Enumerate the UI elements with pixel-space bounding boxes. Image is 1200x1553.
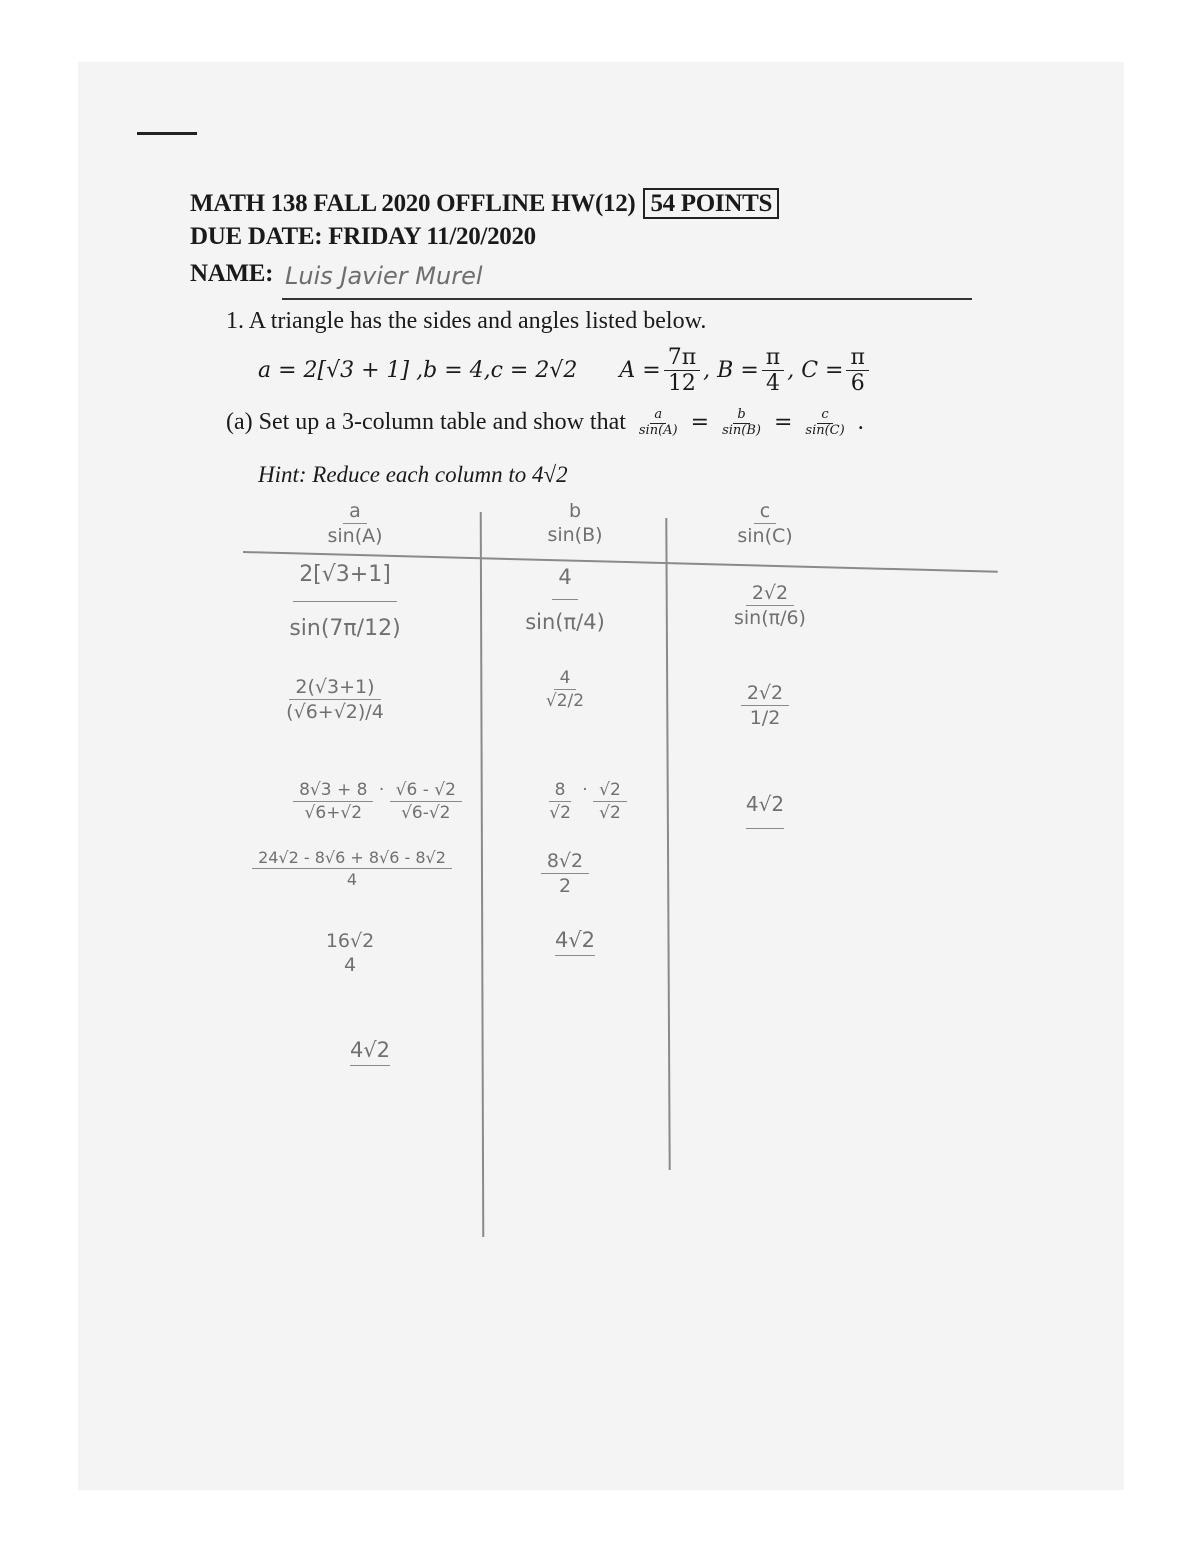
- col-c-step-1: $\frac{2√2}{\sin(\pi/6)}$: [734, 582, 806, 629]
- col-a-step-4: $\frac{24√2 - 8√6 + 8√6 - 8√2}{4}$: [232, 848, 472, 889]
- question-number: 1.: [226, 308, 244, 334]
- due-date: DUE DATE: FRIDAY 11/20/2020: [190, 223, 536, 250]
- col-a-result: 4√2: [330, 1038, 410, 1062]
- points-box: 54 POINTS: [643, 188, 779, 219]
- col-b-step-3: $\frac{8}{√2}$ · $\frac{√2}{√2}$: [525, 780, 645, 823]
- angle-b-label: , B =: [703, 357, 759, 383]
- col-a-step-1: $\frac{2[√3+1]}{\sin(7\pi/12)}$: [289, 562, 401, 641]
- col-c-step-2: $\frac{2√2}{1/2}$: [725, 682, 805, 729]
- name-label: NAME:: [190, 260, 274, 287]
- part-a-text: (a) Set up a 3-column table and show that: [226, 408, 626, 435]
- col-a-step-2: $\frac{2(√3+1)}{(√6+√2)/4}$: [286, 676, 384, 723]
- corner-dash: [137, 132, 197, 135]
- name-underline: [282, 298, 972, 300]
- angle-b-fraction: $\frac{\pi}{4}$: [762, 345, 784, 397]
- col-c-header: $\frac{c}{\sin(C)}$: [737, 500, 793, 547]
- col-b-step-2: $\frac{4}{√2/2}$: [545, 668, 585, 711]
- col-b-result: 4√2: [535, 928, 615, 952]
- name-value: Luis Javier Murel: [285, 262, 483, 290]
- sides-text: a = 2[√3 + 1] ,b = 4,c = 2√2: [258, 357, 578, 383]
- col-a-header: $\frac{a}{\sin(A)}$: [327, 500, 383, 547]
- angle-c-fraction: $\frac{\pi}{6}$: [846, 345, 868, 397]
- col-b-step-4: $\frac{8√2}{2}$: [530, 850, 600, 897]
- col-b-header: b sin(B): [547, 500, 603, 546]
- question-line: [226, 308, 706, 335]
- col-b-step-1: $\frac{4}{\sin(\pi/4)}$: [525, 565, 605, 634]
- col-c-result: 4√2: [725, 792, 805, 816]
- ratio-b: $\frac{b}{\sin(B)}$: [722, 407, 761, 438]
- ratio-a: $\frac{a}{\sin(A)}$: [638, 407, 678, 438]
- hint-text: Hint: Reduce each column to 4√2: [258, 462, 568, 487]
- givens-row: [258, 345, 872, 397]
- part-a-row: (a) Set up a 3-column table and show that $\frac{a}{\sin(A)}$ = $\frac{b}{\sin(B)}$ = $\frac{c}{\sin(C)}$ .: [226, 407, 864, 438]
- angle-a-label: A =: [619, 357, 661, 383]
- col-a-step-5: 16√2 4: [325, 930, 375, 976]
- col-a-step-3: $\frac{8√3 + 8}{√6+√2}$ · $\frac{√6 - √2}{√6-√2}$: [280, 780, 475, 823]
- course-title: MATH 138 FALL 2020 OFFLINE HW(12): [190, 190, 636, 217]
- question-text: A triangle has the sides and angles listed below.: [248, 308, 707, 334]
- course-title-line: [190, 190, 779, 218]
- angle-c-label: , C =: [787, 357, 844, 383]
- ratio-c: $\frac{c}{\sin(C)}$: [805, 407, 845, 438]
- angle-a-fraction: $\frac{7\pi}{12}$: [664, 345, 700, 397]
